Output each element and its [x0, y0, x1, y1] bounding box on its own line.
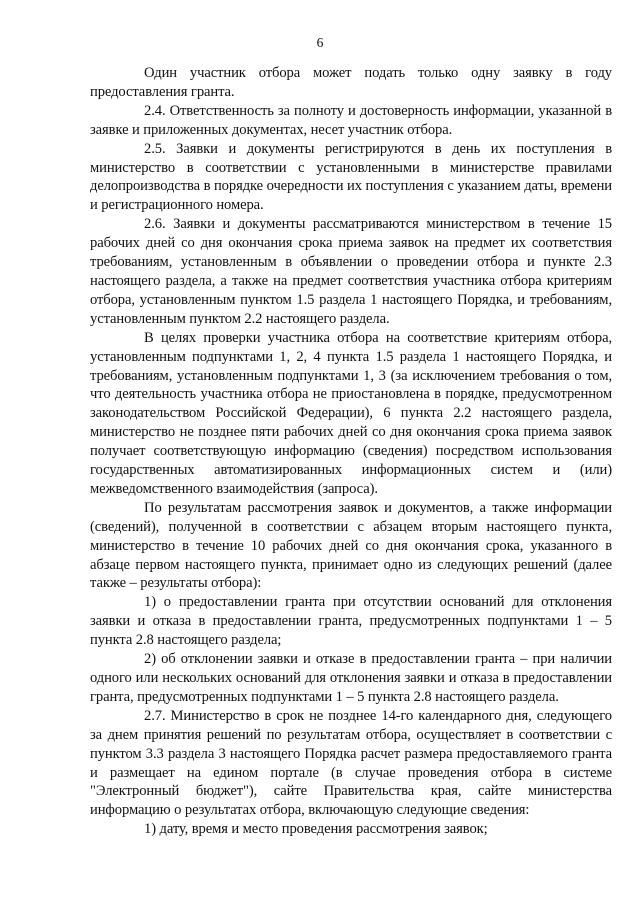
paragraph-one-application: Один участник отбора может подать только одну заявку в году предоставления гранта. — [90, 65, 612, 100]
paragraph-verification: В целях проверки участника отбора на соответствие критериям отбора, установленным подпунктами 1, 2, 4 пункта 1.5 раздела 1 настоящего Порядка, и требованиям, установленным подпунктами 1, 3 (за исключением требования о том, что деятельность участника отбора не приостановлена в порядке, предусмотренном законодательством Российской Федерации), 6 пункта 2.2 настоящего раздела, министерство не позднее пяти рабочих дней со дня окончания срока приема заявок получает соответствующую информацию (сведения) посредством использования государственных автоматизированных информационных систем и (или) межведомственного взаимодействия (запроса). — [90, 329, 612, 497]
paragraph-2-7-results: 2.7. Министерство в срок не позднее 14-го календарного дня, следующего за днем принятия решений по результатам отбора, осуществляет в соответствии с пунктом 3.3 раздела 3 настоящего Порядка расчет размера предоставляемого гранта и размещает на едином портале (в случае проведения отбора в системе "Электронный бюджет"), сайте Правительства края, сайте министерства информацию о результатах отбора, включающую следующие сведения: — [90, 707, 612, 819]
paragraph-decision-reject: 2) об отклонении заявки и отказе в предоставлении гранта – при наличии одного или нескольких оснований для отклонения заявки и отказа в предоставлении гранта, предусмотренных подпунктами 1 – 5 пункта 2.8 настоящего раздела. — [90, 651, 612, 705]
paragraph-2-4-responsibility: 2.4. Ответственность за полноту и достоверность информации, указанной в заявке и приложенных документах, несет участник отбора. — [90, 102, 612, 138]
paragraph-2-6-review: 2.6. Заявки и документы рассматриваются министерством в течение 15 рабочих дней со дня окончания срока приема заявок на предмет их соответствия требованиям, установленным в объявлении о проведении отбора и пункте 2.3 настоящего раздела, а также на предмет соответствия участника отбора критериям отбора, установленным пунктом 1.5 раздела 1 настоящего Порядка, и требованиям, установленным пунктом 2.2 настоящего раздела. — [90, 216, 612, 327]
paragraph-list-item-1: 1) дату, время и место проведения рассмотрения заявок; — [144, 821, 488, 838]
page-number: 6 — [316, 35, 324, 50]
paragraph-decision-grant: 1) о предоставлении гранта при отсутствии оснований для отклонения заявки и отказа в предоставлении гранта, предусмотренных подпунктами 1 – 5 пункта 2.8 настоящего раздела; — [90, 594, 612, 649]
paragraph-decisions: По результатам рассмотрения заявок и документов, а также информации (сведений), полученной в соответствии с абзацем вторым настоящего пункта, министерство в течение 10 рабочих дней со дня окончания срока, указанного в абзаце первом настоящего пункта, принимает одно из следующих решений (далее также – результаты отбора): — [90, 499, 612, 592]
document-body — [90, 64, 612, 839]
paragraph-2-5-registration: 2.5. Заявки и документы регистрируются в день их поступления в министерство в соответствии с установленными в министерстве правилами делопроизводства в порядке очередности их поступления с указанием даты, времени и регистрационного номера. — [90, 140, 612, 214]
